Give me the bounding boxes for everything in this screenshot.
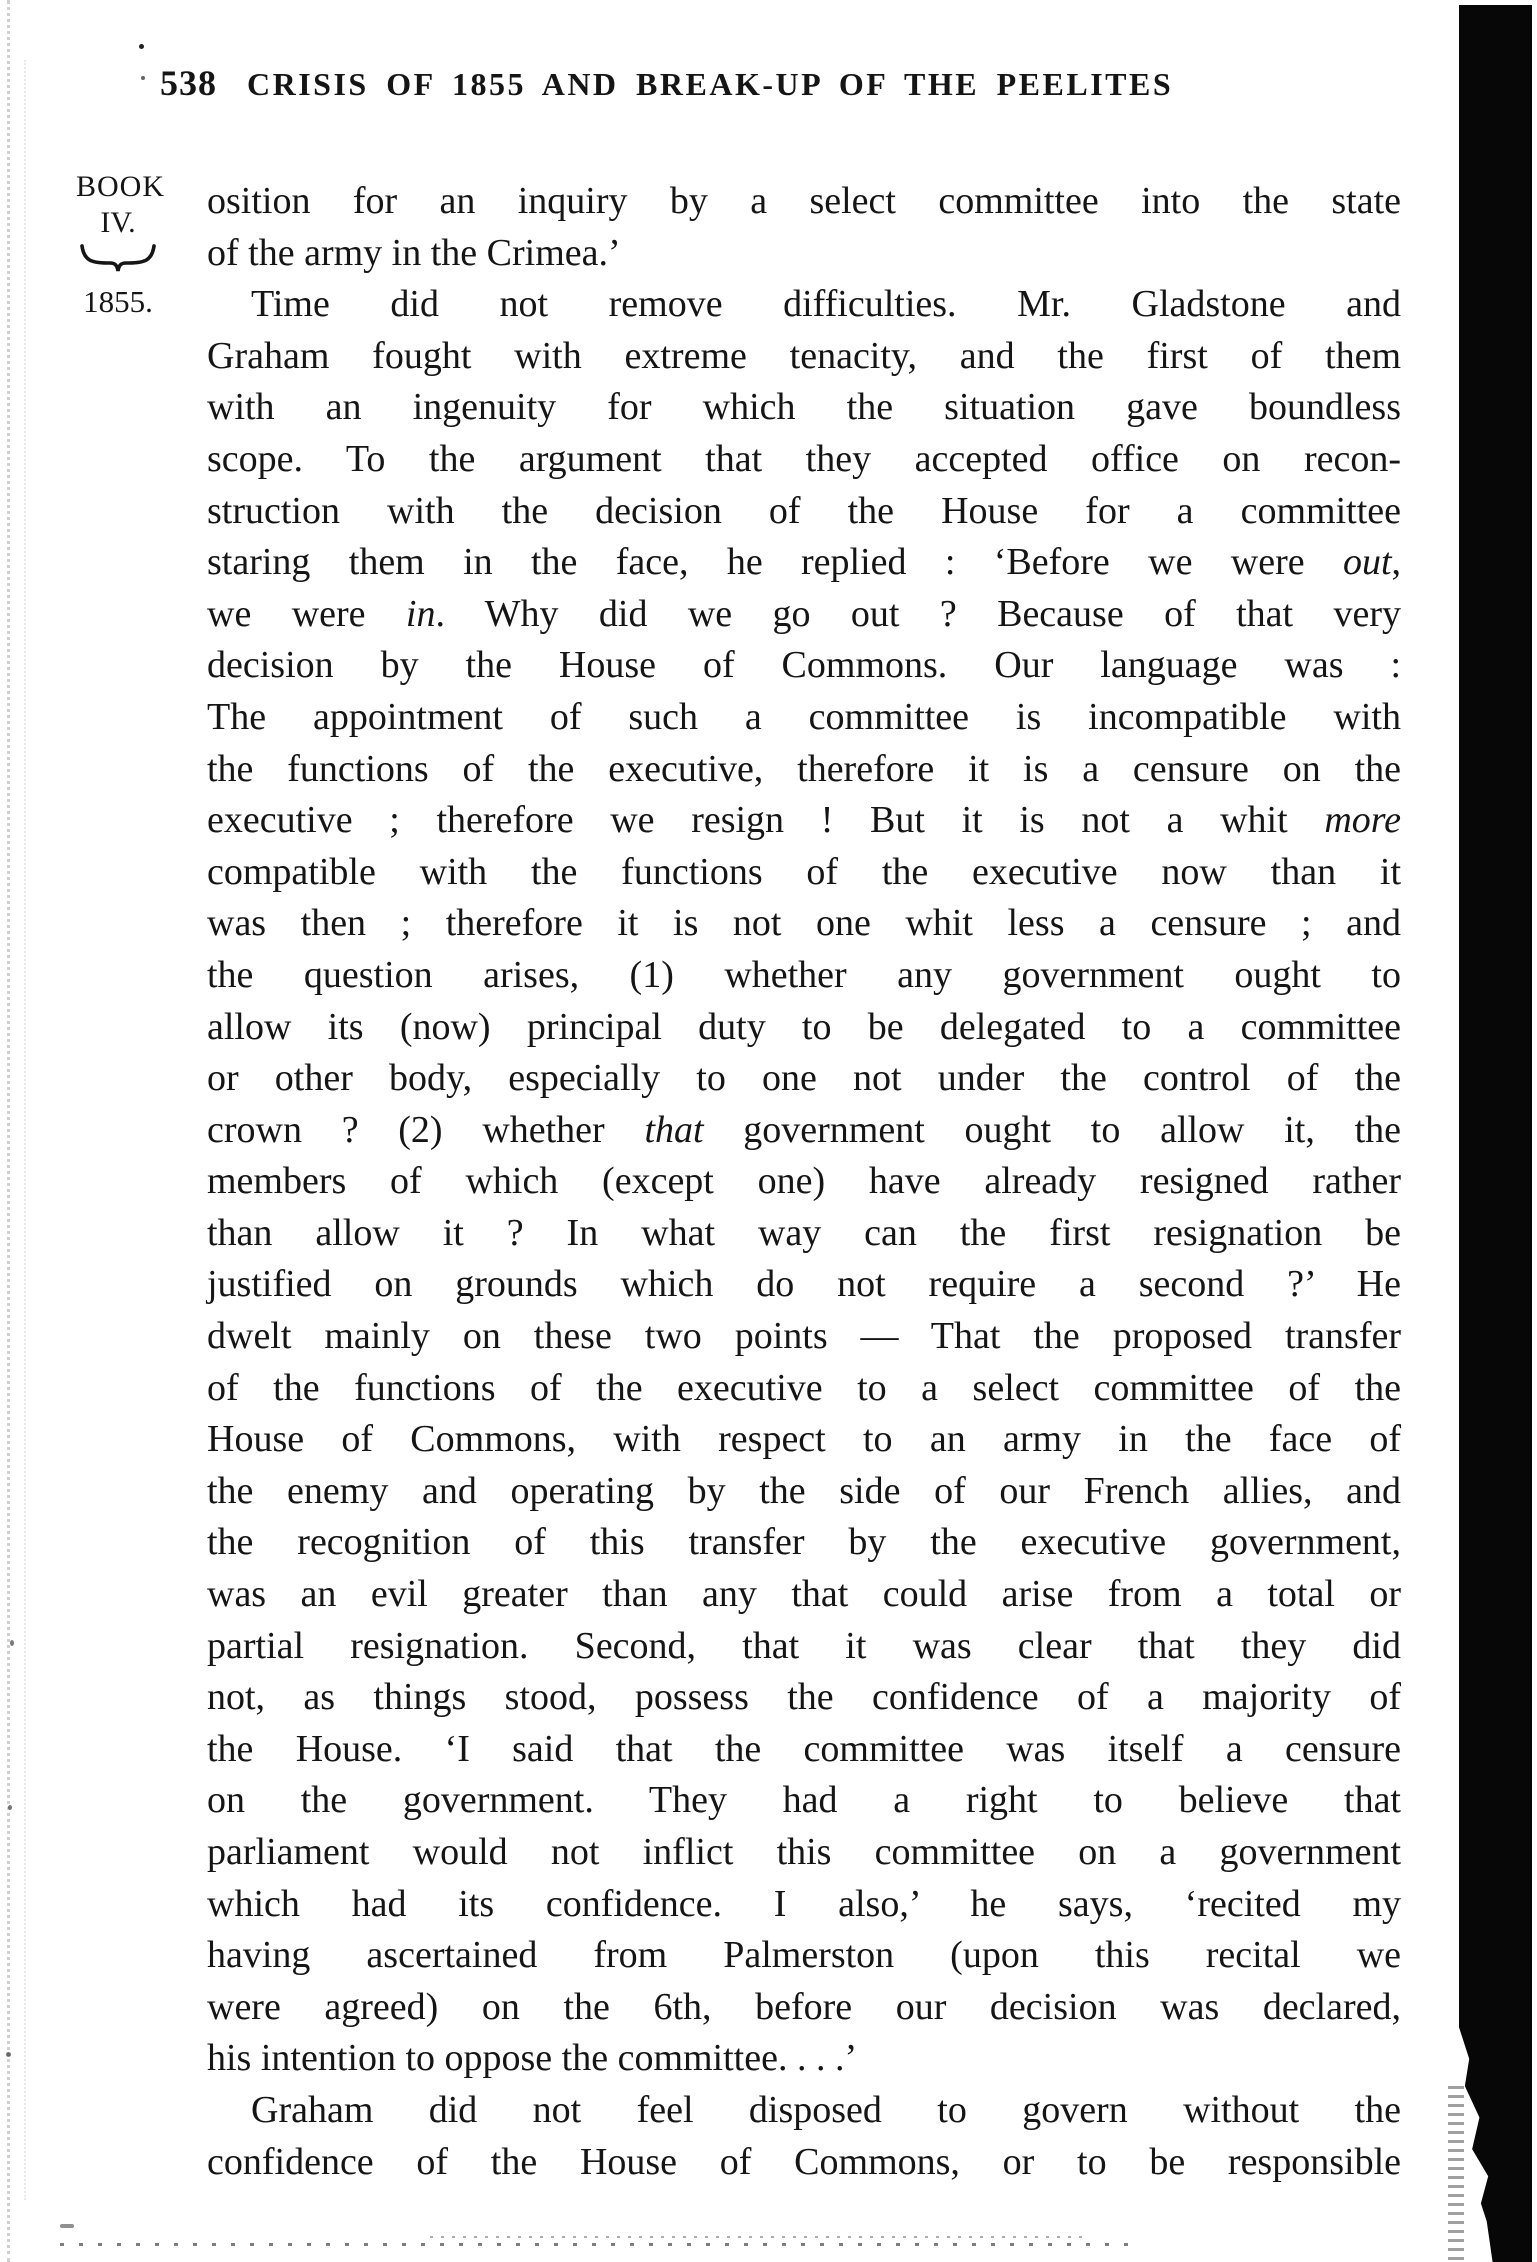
- body-line: was then ; therefore it is not one whit less a censure ; and: [207, 902, 1401, 945]
- scan-speck: [60, 2224, 74, 2228]
- page-number: 538: [160, 63, 217, 103]
- body-line: executive ; therefore we resign ! But it is not a whit more: [207, 799, 1401, 842]
- body-line: were agreed) on the 6th, before our decision was declared,: [207, 1985, 1401, 2028]
- scan-artifact-bar: [1459, 5, 1532, 2262]
- scan-speck: [139, 44, 144, 49]
- body-line: confidence of the House of Commons, or to be responsible: [207, 2140, 1401, 2183]
- body-line: which had its confidence. I also,’ he says, ‘recited my: [207, 1882, 1401, 1925]
- body-line: members of which (except one) have already resigned rather: [207, 1160, 1401, 1203]
- body-line: of the functions of the executive to a select committee of the: [207, 1366, 1401, 1409]
- body-line: we were in. Why did we go out ? Because of that very: [207, 592, 1401, 635]
- margin-book-numeral: IV.: [100, 206, 136, 239]
- scan-noise-bottom: [430, 2236, 1090, 2238]
- body-line: Graham did not feel disposed to govern without the: [251, 2088, 1401, 2131]
- margin-year: 1855.: [83, 284, 153, 319]
- body-line: House of Commons, with respect to an army in the face of: [207, 1418, 1401, 1461]
- body-line: The appointment of such a committee is incompatible with: [207, 695, 1401, 738]
- body-line: allow its (now) principal duty to be delegated to a committee: [207, 1005, 1401, 1048]
- body-line: staring them in the face, he replied : ‘Before we were out,: [207, 541, 1401, 584]
- body-line: crown ? (2) whether that government ought to allow it, the: [207, 1108, 1401, 1151]
- body-line: scope. To the argument that they accepted office on recon-: [207, 437, 1401, 480]
- body-line: the functions of the executive, therefore it is a censure on the: [207, 747, 1401, 790]
- margin-book-label: BOOK: [76, 170, 166, 203]
- body-line: parliament would not inflict this committee on a government: [207, 1831, 1401, 1873]
- body-line: of the army in the Crimea.’: [207, 231, 621, 274]
- running-title: CRISIS OF 1855 AND BREAK-UP OF THE PEELITES: [247, 66, 1174, 102]
- body-line: having ascertained from Palmerston (upon this recital we: [207, 1934, 1401, 1977]
- scan-speck: [141, 76, 145, 80]
- scan-speck: [8, 1805, 12, 1810]
- body-line: than allow it ? In what way can the first resignation be: [207, 1211, 1401, 1254]
- body-line: on the government. They had a right to believe that: [207, 1779, 1401, 1822]
- body-line: Graham fought with extreme tenacity, and the first of them: [207, 334, 1401, 377]
- body-line: the question arises, (1) whether any government ought to: [207, 953, 1401, 996]
- body-line: decision by the House of Commons. Our language was :: [207, 644, 1401, 687]
- scan-noise-left: [24, 60, 26, 2200]
- body-text: [207, 176, 1401, 2188]
- body-line: the enemy and operating by the side of our French allies, and: [207, 1469, 1401, 1512]
- bottom-curly-brace-icon: [76, 243, 160, 273]
- body-line: or other body, especially to one not under the control of the: [207, 1057, 1401, 1100]
- scan-speck: [10, 1640, 14, 1646]
- body-line: struction with the decision of the House for a committee: [207, 489, 1401, 532]
- body-line: justified on grounds which do not require a second ?’ He: [207, 1263, 1401, 1306]
- body-line: dwelt mainly on these two points — That the proposed transfer: [207, 1315, 1401, 1358]
- body-line: osition for an inquiry by a select committee into the state: [207, 180, 1401, 222]
- body-line: with an ingenuity for which the situation gave boundless: [207, 386, 1401, 429]
- body-line: the recognition of this transfer by the executive government,: [207, 1521, 1401, 1564]
- scan-noise-bottom: [60, 2243, 1130, 2246]
- body-line: not, as things stood, possess the confidence of a majority of: [207, 1676, 1401, 1719]
- scan-speck: [6, 2052, 11, 2057]
- body-line: the House. ‘I said that the committee was itself a censure: [207, 1727, 1401, 1770]
- body-line: compatible with the functions of the executive now than it: [207, 850, 1401, 893]
- body-line: his intention to oppose the committee. . . .’: [207, 2037, 858, 2080]
- body-line: partial resignation. Second, that it was clear that they did: [207, 1624, 1401, 1667]
- scan-artifact-bar-fray: [1448, 2080, 1464, 2260]
- scan-noise-left: [7, 0, 10, 2262]
- body-line: Time did not remove difficulties. Mr. Gladstone and: [251, 283, 1401, 326]
- body-line: was an evil greater than any that could arise from a total or: [207, 1573, 1401, 1616]
